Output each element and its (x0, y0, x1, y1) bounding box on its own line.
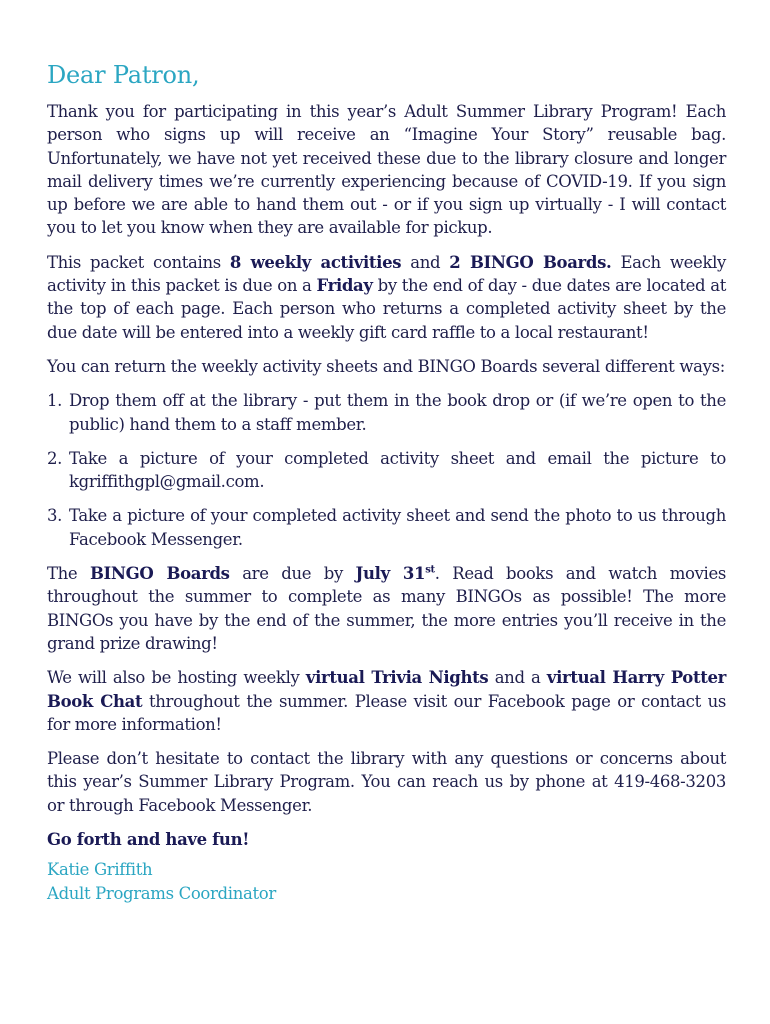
signature-title: Adult Programs Coordinator (47, 883, 276, 903)
packet-bold-activities: 8 weekly activities (229, 252, 402, 272)
bingo-date-text: July 31 (355, 564, 426, 584)
bingo-bold-boards: BINGO Boards (89, 564, 230, 584)
bingo-text-1: The (47, 564, 90, 584)
greeting-heading: Dear Patron, (47, 61, 200, 89)
list-item (47, 504, 726, 551)
events-text-3: throughout the summer. Please visit our Facebook page or contact us for more information! (47, 691, 726, 734)
list-item-number: 3. (47, 506, 63, 526)
closing-line: Go forth and have fun! (47, 830, 250, 850)
list-item-number: 1. (47, 391, 63, 411)
events-text-1: We will also be hosting weekly (47, 668, 306, 688)
events-paragraph (47, 666, 726, 736)
intro-paragraph: Thank you for participating in this year’s Adult Summer Library Program! Each person who signs up will receive an “Imagine Your Story” reusable bag. Unfortunately, we have not yet received these due to the library closure and longer mail delivery times we’re currently experiencing because of COVID-19. If you sign up before we are able to hand them out - or if you sign up virtually - I will contact you to let you know when they are available for pickup. (47, 102, 726, 238)
list-item (47, 447, 726, 494)
packet-bold-friday: Friday (316, 276, 373, 296)
list-item (47, 389, 726, 436)
bingo-text-2: are due by (229, 564, 356, 584)
packet-paragraph (47, 251, 726, 344)
packet-text-3: Each weekly activity in this packet is due on a (47, 252, 726, 296)
list-item-text: Drop them off at the library - put them in the book drop or (if we’re open to the public) hand them to a staff member. (69, 391, 726, 434)
packet-bold-bingo: 2 BINGO Boards. (449, 252, 612, 272)
bingo-bold-date (356, 564, 435, 583)
bingo-date-suffix: st (425, 564, 435, 576)
letter-page (47, 58, 726, 905)
packet-text-1: This packet contains (47, 252, 230, 272)
bingo-text-3: . Read books and watch movies throughout the summer to complete as many BINGOs as possible! The more BINGOs you have by the end of the summer, the more entries you’ll receive in the grand prize drawing! (47, 564, 727, 653)
events-bold-book-chat: virtual Harry Potter Book Chat (47, 668, 726, 711)
events-text-2: and a (488, 668, 547, 688)
list-item-text: Take a picture of your completed activity sheet and send the photo to us through Facebook Messenger. (69, 506, 726, 549)
signature-name: Katie Griffith (47, 860, 153, 880)
list-item-text: Take a picture of your completed activity sheet and email the picture to kgriffithgpl@gmail.com. (69, 448, 726, 492)
return-methods-paragraph: You can return the weekly activity sheets and BINGO Boards several different ways: (47, 356, 725, 376)
list-item-number: 2. (47, 448, 63, 468)
packet-text-4: by the end of day - due dates are located at the top of each page. Each person who returns a completed activity sheet by the due date will be entered into a weekly gift card raffle to a local restaurant! (47, 276, 727, 342)
return-methods-list (47, 389, 726, 551)
bingo-paragraph (47, 562, 726, 655)
packet-text-2: and (401, 252, 450, 272)
events-bold-trivia: virtual Trivia Nights (305, 668, 489, 688)
contact-paragraph: Please don’t hesitate to contact the library with any questions or concerns about this year’s Summer Library Program. You can reach us by phone at 419-468-3203 or through Facebook Messenger. (47, 749, 726, 815)
